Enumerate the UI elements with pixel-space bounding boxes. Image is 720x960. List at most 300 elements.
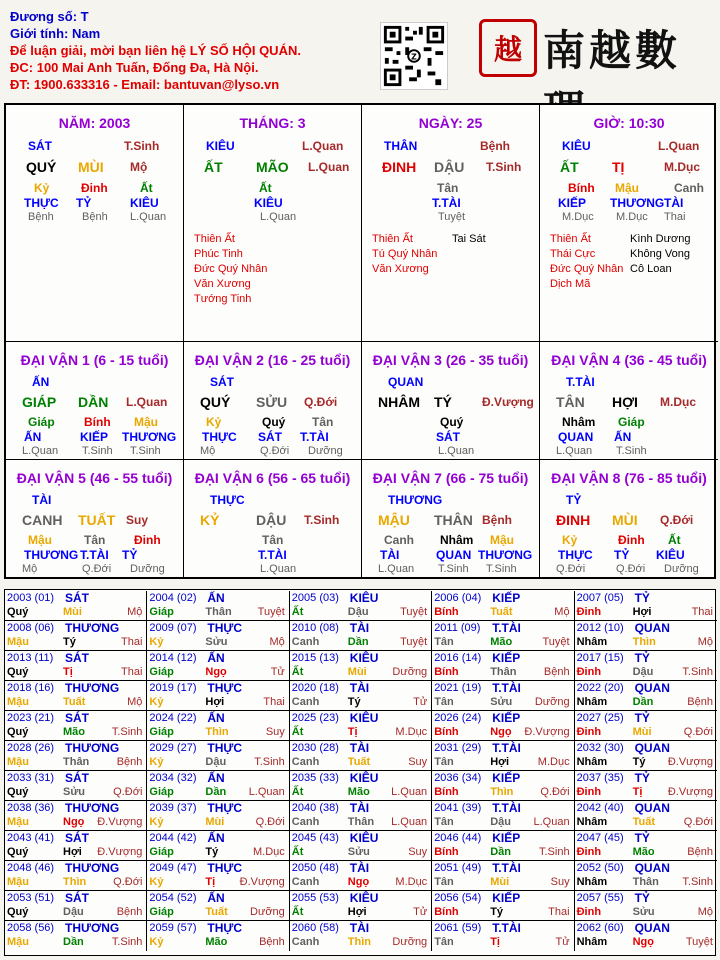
year-chi: Ngọ (347, 876, 370, 888)
year-cell[interactable] (147, 771, 289, 801)
year-cell[interactable] (147, 891, 289, 921)
year-ts: Mộ (127, 696, 143, 708)
year-cell[interactable] (5, 621, 147, 651)
year-label: 2049 (47) (149, 862, 197, 874)
year-ts: Dưỡng (392, 936, 428, 948)
seal-glyph: 越 (493, 33, 522, 66)
year-cell[interactable] (5, 891, 147, 921)
hidden-stem: Đinh (81, 181, 108, 195)
year-cell[interactable] (290, 891, 432, 921)
dai-van-cell (6, 460, 184, 577)
year-cell[interactable] (432, 711, 574, 741)
year-label: 2047 (45) (576, 832, 624, 844)
year-god: SÁT (65, 831, 89, 845)
year-label: 2005 (03) (291, 592, 339, 604)
pillar-stem-god: T.Sinh (124, 139, 160, 153)
year-label: 2009 (07) (149, 622, 197, 634)
year-label: 2035 (33) (291, 772, 339, 784)
year-label: 2015 (13) (291, 652, 339, 664)
year-cell[interactable] (432, 651, 574, 681)
dai-van-can: KỶ (200, 512, 220, 528)
year-label: 2048 (46) (7, 862, 55, 874)
year-chi: Thân (63, 756, 90, 768)
year-can: Mậu (7, 636, 29, 648)
hidden-god: THỰC (202, 430, 237, 444)
year-god: KIÊU (349, 711, 379, 725)
year-label: 2053 (51) (7, 892, 55, 904)
dai-van-chi: DẦN (78, 394, 109, 410)
year-cell[interactable] (147, 921, 289, 951)
year-chi: Sửu (347, 846, 370, 858)
year-cell[interactable] (432, 771, 574, 801)
year-god: TÀI (349, 921, 370, 935)
year-chi: Hợi (63, 846, 82, 858)
year-can: Mậu (7, 696, 29, 708)
year-can: Bính (434, 786, 459, 798)
year-god: THƯƠNG (65, 861, 120, 875)
year-cell[interactable] (290, 711, 432, 741)
dai-van-can: GIÁP (22, 394, 57, 410)
dai-van-chi: DẬU (256, 512, 287, 528)
year-label: 2050 (48) (291, 862, 339, 874)
year-ts: M.Dục (395, 876, 428, 888)
year-cell[interactable] (5, 651, 147, 681)
pillar-chi: MÃO (256, 159, 289, 175)
hidden-stem: Bính (568, 181, 595, 195)
dai-van-ts: Bệnh (482, 513, 512, 527)
dai-van-title: ĐẠI VẬN 7 (66 - 75 tuổi) (372, 470, 529, 486)
year-god: TỶ (634, 771, 650, 785)
year-label: 2031 (29) (434, 742, 482, 754)
year-label: 2044 (42) (149, 832, 197, 844)
year-can: Đinh (576, 906, 602, 918)
pillar-can: ẤT (560, 159, 579, 175)
year-ts: Bệnh (259, 936, 285, 948)
dai-van-chi: MÙI (612, 512, 638, 528)
year-cell[interactable] (147, 711, 289, 741)
year-chi: Tuất (490, 606, 513, 618)
pillar-title: THÁNG: 3 (239, 115, 306, 131)
year-label: 2020 (18) (291, 682, 339, 694)
dai-van-chi: HỢI (612, 394, 638, 410)
year-cell[interactable] (432, 741, 574, 771)
hidden-god: T.TÀI (80, 548, 109, 562)
year-can: Kỷ (149, 936, 164, 948)
hidden-god: QUAN (436, 548, 472, 562)
year-ts: Mộ (554, 606, 570, 618)
hidden-ts: Dưỡng (664, 563, 699, 575)
year-chi: Dậu (63, 906, 84, 918)
year-label: 2052 (50) (576, 862, 624, 874)
year-chi: Thân (632, 876, 659, 888)
year-god: THƯƠNG (65, 621, 120, 635)
seal-stamp (479, 19, 537, 77)
year-chi: Sửu (632, 906, 655, 918)
pillar-stem-god: L.Quan (658, 139, 700, 153)
year-label: 2042 (40) (576, 802, 624, 814)
hidden-god: KIÊU (656, 548, 685, 562)
dai-van-title: ĐẠI VẬN 2 (16 - 25 tuổi) (194, 352, 351, 368)
chart-grid (4, 103, 716, 579)
year-cell[interactable] (290, 591, 432, 621)
year-cell[interactable] (290, 921, 432, 951)
hidden-ts: L.Quan (130, 211, 167, 223)
hidden-ts: T.Sinh (438, 563, 469, 575)
year-can: Nhâm (576, 816, 608, 828)
hidden-god: TỶ (614, 548, 630, 562)
year-god: TỶ (634, 891, 650, 905)
year-cell[interactable] (290, 861, 432, 891)
year-label: 2010 (08) (291, 622, 339, 634)
year-label: 2026 (24) (434, 712, 482, 724)
year-label: 2056 (54) (434, 892, 482, 904)
hidden-ts: L.Quan (260, 563, 297, 575)
year-ts: Bệnh (116, 756, 143, 768)
year-god: ẤN (207, 831, 225, 845)
pillar-chi: MÙI (78, 159, 104, 175)
year-cell[interactable] (575, 771, 717, 801)
year-cell[interactable] (432, 801, 574, 831)
than-sat: Không Vong (630, 248, 690, 260)
year-god: SÁT (65, 591, 89, 605)
year-ts: Q.Đới (683, 816, 713, 828)
pillar-can: ẤT (204, 159, 223, 175)
year-label: 2032 (30) (576, 742, 624, 754)
year-ts: Thai (120, 666, 143, 678)
year-ts: T.Sinh (539, 846, 570, 858)
year-cell[interactable] (147, 741, 289, 771)
hidden-god: THƯƠNG (24, 548, 79, 562)
year-cell[interactable] (575, 801, 717, 831)
qr-code-icon[interactable] (380, 22, 448, 90)
year-god: T.TÀI (492, 741, 521, 755)
year-chi: Dần (490, 846, 511, 858)
year-ts: Thai (263, 696, 285, 708)
year-cell[interactable] (575, 861, 717, 891)
dai-van-title: ĐẠI VẬN 5 (46 - 55 tuổi) (16, 470, 173, 486)
year-chi: Tị (490, 936, 500, 948)
year-label: 2039 (37) (149, 802, 197, 814)
year-god: TÀI (349, 741, 370, 755)
hidden-god: T.TÀI (300, 430, 329, 444)
year-god: TÀI (349, 621, 370, 635)
year-chi: Mùi (347, 666, 367, 678)
year-cell[interactable] (5, 921, 147, 951)
dai-van-ts: T.Sinh (304, 513, 340, 527)
year-cell[interactable] (147, 681, 289, 711)
year-can: Quý (7, 606, 29, 618)
than-sat: Thiên Ất (550, 233, 591, 245)
year-cell[interactable] (147, 591, 289, 621)
hidden-ts: Dưỡng (130, 563, 165, 575)
year-chi: Mùi (632, 726, 652, 738)
hidden-stem: Tân (312, 415, 334, 429)
hidden-stem: Kỷ (562, 533, 578, 547)
pillar-can: ĐINH (382, 159, 417, 175)
pillar-stem-god: SÁT (28, 139, 52, 153)
year-cell[interactable] (432, 681, 574, 711)
year-label: 2037 (35) (576, 772, 624, 784)
year-ts: T.Sinh (111, 726, 143, 738)
year-can: Nhâm (576, 696, 608, 708)
year-label: 2013 (11) (7, 652, 54, 664)
year-chi: Dậu (347, 606, 369, 618)
year-can: Tân (434, 636, 454, 648)
hidden-stem: Đinh (134, 533, 161, 547)
year-label: 2057 (55) (576, 892, 624, 904)
dai-van-god: TỶ (566, 493, 582, 507)
hidden-god: KIÊU (130, 196, 159, 210)
hidden-stem: Tân (262, 533, 284, 547)
year-cell[interactable] (575, 621, 717, 651)
pillar-cell (6, 105, 184, 342)
year-label: 2060 (58) (291, 922, 339, 934)
year-chi: Dậu (205, 756, 227, 768)
year-cell[interactable] (5, 801, 147, 831)
year-cell[interactable] (147, 651, 289, 681)
year-cell[interactable] (5, 831, 147, 861)
than-sat: Cô Loan (630, 263, 672, 275)
dai-van-cell (540, 342, 718, 460)
pillar-stem-god: KIÊU (562, 139, 591, 153)
dai-van-cell (184, 342, 362, 460)
year-cell[interactable] (290, 771, 432, 801)
year-cell[interactable] (5, 741, 147, 771)
year-can: Mậu (7, 936, 29, 948)
year-god: KIÊU (349, 651, 379, 665)
year-ts: L.Quan (533, 816, 570, 828)
year-cell[interactable] (432, 861, 574, 891)
year-god: THƯƠNG (65, 741, 120, 755)
year-god: TỶ (634, 831, 650, 845)
year-ts: Dưỡng (250, 906, 285, 918)
pillar-truong-sinh: M.Dục (664, 160, 700, 174)
dai-van-god: QUAN (388, 375, 424, 389)
than-sat: Văn Xương (372, 263, 429, 275)
hidden-god: TÀI (380, 548, 400, 562)
pillar-truong-sinh: Mộ (130, 160, 148, 174)
year-god: KIẾP (492, 771, 521, 785)
year-cell[interactable] (432, 921, 574, 951)
year-cell[interactable] (147, 831, 289, 861)
year-cell[interactable] (575, 921, 717, 951)
year-can: Tân (434, 816, 454, 828)
than-sat: Tú Quý Nhân (372, 248, 438, 260)
year-chi: Dần (632, 696, 654, 708)
year-cell[interactable] (575, 681, 717, 711)
year-label: 2034 (32) (149, 772, 197, 784)
dai-van-god: T.TÀI (566, 375, 595, 389)
than-sat: Văn Xương (194, 278, 251, 290)
so-value: T (80, 9, 89, 24)
year-cell[interactable] (575, 591, 717, 621)
year-label: 2058 (56) (7, 922, 55, 934)
year-god: KIẾP (492, 591, 521, 605)
hidden-ts: Q.Đới (616, 563, 646, 575)
year-label: 2017 (15) (576, 652, 624, 664)
year-god: QUAN (634, 741, 670, 755)
dai-van-can: QUÝ (200, 394, 231, 410)
year-ts: Bệnh (543, 666, 570, 678)
hidden-ts: L.Quan (438, 445, 475, 457)
year-chi: Tuất (347, 756, 371, 768)
hidden-ts: Q.Đới (260, 445, 290, 457)
year-label: 2018 (16) (7, 682, 55, 694)
year-can: Quý (7, 666, 29, 678)
year-chi: Tý (205, 846, 219, 858)
hidden-stem: Canh (674, 181, 704, 195)
year-cell[interactable] (5, 861, 147, 891)
hidden-stem: Quý (262, 415, 286, 429)
year-chi: Mùi (63, 606, 82, 618)
pillar-truong-sinh: L.Quan (308, 160, 350, 174)
year-cell[interactable] (290, 651, 432, 681)
year-chi: Sửu (490, 696, 513, 708)
year-can: Tân (434, 696, 454, 708)
dai-van-god: THƯƠNG (388, 493, 443, 507)
year-chi: Thìn (347, 936, 372, 948)
hidden-stem: Tân (437, 181, 459, 195)
year-ts: Dưỡng (392, 666, 428, 678)
year-ts: Q.Đới (683, 726, 713, 738)
year-cell[interactable] (290, 681, 432, 711)
year-god: QUAN (634, 801, 670, 815)
year-cell[interactable] (290, 741, 432, 771)
so-label: Đương số: (10, 9, 78, 24)
dai-van-god: ẤN (32, 375, 50, 389)
hidden-ts: T.Sinh (82, 445, 113, 457)
year-can: Giáp (149, 846, 174, 858)
hidden-ts: Mộ (22, 563, 38, 575)
year-cell[interactable] (5, 591, 147, 621)
hidden-stem: Giáp (618, 415, 645, 429)
year-can: Tân (434, 936, 454, 948)
year-cell[interactable] (290, 831, 432, 861)
hidden-ts: Bệnh (28, 211, 54, 223)
hidden-stem: Canh (384, 533, 414, 547)
year-cell[interactable] (432, 621, 574, 651)
year-ts: Q.Đới (113, 786, 143, 798)
year-god: KIẾP (492, 711, 521, 725)
phone-email-line: ĐT: 1900.633316 - Email: bantuvan@lyso.vn (10, 77, 280, 92)
year-ts: Bệnh (687, 696, 713, 708)
year-cell[interactable] (5, 711, 147, 741)
year-can: Kỷ (149, 756, 164, 768)
year-god: T.TÀI (492, 681, 521, 695)
pillar-truong-sinh: T.Sinh (486, 160, 522, 174)
dai-van-cell (6, 342, 184, 460)
year-can: Quý (7, 726, 29, 738)
dai-van-cell (184, 460, 362, 577)
year-god: TÀI (349, 801, 370, 815)
dai-van-title: ĐẠI VẬN 6 (56 - 65 tuổi) (194, 470, 351, 486)
year-label: 2011 (09) (434, 622, 481, 634)
year-can: Giáp (149, 606, 174, 618)
year-label: 2027 (25) (576, 712, 624, 724)
year-can: Canh (291, 936, 320, 948)
year-cell[interactable] (290, 801, 432, 831)
dai-van-title: ĐẠI VẬN 8 (76 - 85 tuổi) (551, 470, 707, 486)
year-can: Canh (291, 636, 320, 648)
year-can: Đinh (576, 786, 602, 798)
year-ts: Tuyệt (400, 636, 428, 648)
year-can: Bính (434, 606, 459, 618)
year-can: Đinh (576, 726, 602, 738)
pillar-chi: DẬU (434, 159, 465, 175)
year-cell[interactable] (575, 741, 717, 771)
year-cell[interactable] (5, 681, 147, 711)
year-ts: Mộ (697, 636, 713, 648)
dai-van-ts: Suy (126, 513, 149, 527)
hidden-ts: L.Quan (556, 445, 593, 457)
year-label: 2040 (38) (291, 802, 339, 814)
than-sat: Phúc Tinh (194, 248, 243, 260)
gt-label: Giới tính: (10, 26, 69, 41)
year-cell[interactable] (575, 831, 717, 861)
year-god: ẤN (207, 711, 225, 725)
year-cell[interactable] (432, 891, 574, 921)
year-label: 2038 (36) (7, 802, 55, 814)
year-ts: T.Sinh (682, 876, 713, 888)
year-chi: Dậu (490, 816, 511, 828)
pillar-stem-god: KIÊU (206, 139, 235, 153)
year-cell[interactable] (147, 621, 289, 651)
year-cell[interactable] (432, 591, 574, 621)
year-cell[interactable] (432, 831, 574, 861)
year-chi: Tị (347, 726, 358, 738)
year-can: Ất (291, 846, 304, 858)
dai-van-ts: Q.Đới (304, 395, 338, 409)
year-ts: T.Sinh (254, 756, 285, 768)
year-cell[interactable] (5, 771, 147, 801)
year-god: T.TÀI (492, 621, 521, 635)
hidden-stem: Ất (140, 181, 153, 195)
year-god: T.TÀI (492, 801, 521, 815)
year-can: Kỷ (149, 816, 164, 828)
year-cell[interactable] (290, 621, 432, 651)
year-god: ẤN (207, 771, 225, 785)
hidden-ts: T.Sinh (130, 445, 161, 457)
year-cell[interactable] (575, 891, 717, 921)
year-cell[interactable] (575, 651, 717, 681)
year-can: Giáp (149, 666, 174, 678)
year-ts: Suy (550, 876, 570, 888)
year-chi: Mùi (490, 876, 510, 888)
year-cell[interactable] (575, 711, 717, 741)
hidden-ts: Q.Đới (82, 563, 112, 575)
year-label: 2033 (31) (7, 772, 55, 784)
year-ts: L.Quan (391, 786, 428, 798)
year-ts: Thai (548, 906, 570, 918)
year-can: Đinh (576, 846, 602, 858)
year-label: 2045 (43) (291, 832, 339, 844)
hidden-stem: Ất (259, 181, 272, 195)
year-chi: Ngọ (490, 726, 512, 738)
year-cell[interactable] (147, 861, 289, 891)
year-label: 2059 (57) (149, 922, 197, 934)
dai-van-cell (362, 342, 540, 460)
svg-text:Z: Z (411, 52, 417, 62)
hidden-ts: T.Sinh (616, 445, 647, 457)
year-god: KIẾP (492, 831, 521, 845)
year-ts: Thai (120, 636, 143, 648)
year-god: THỰC (207, 621, 243, 635)
year-label: 2012 (10) (576, 622, 624, 634)
year-can: Canh (291, 876, 320, 888)
hidden-ts: L.Quan (22, 445, 59, 457)
year-chi: Hợi (347, 906, 367, 918)
year-cell[interactable] (147, 801, 289, 831)
